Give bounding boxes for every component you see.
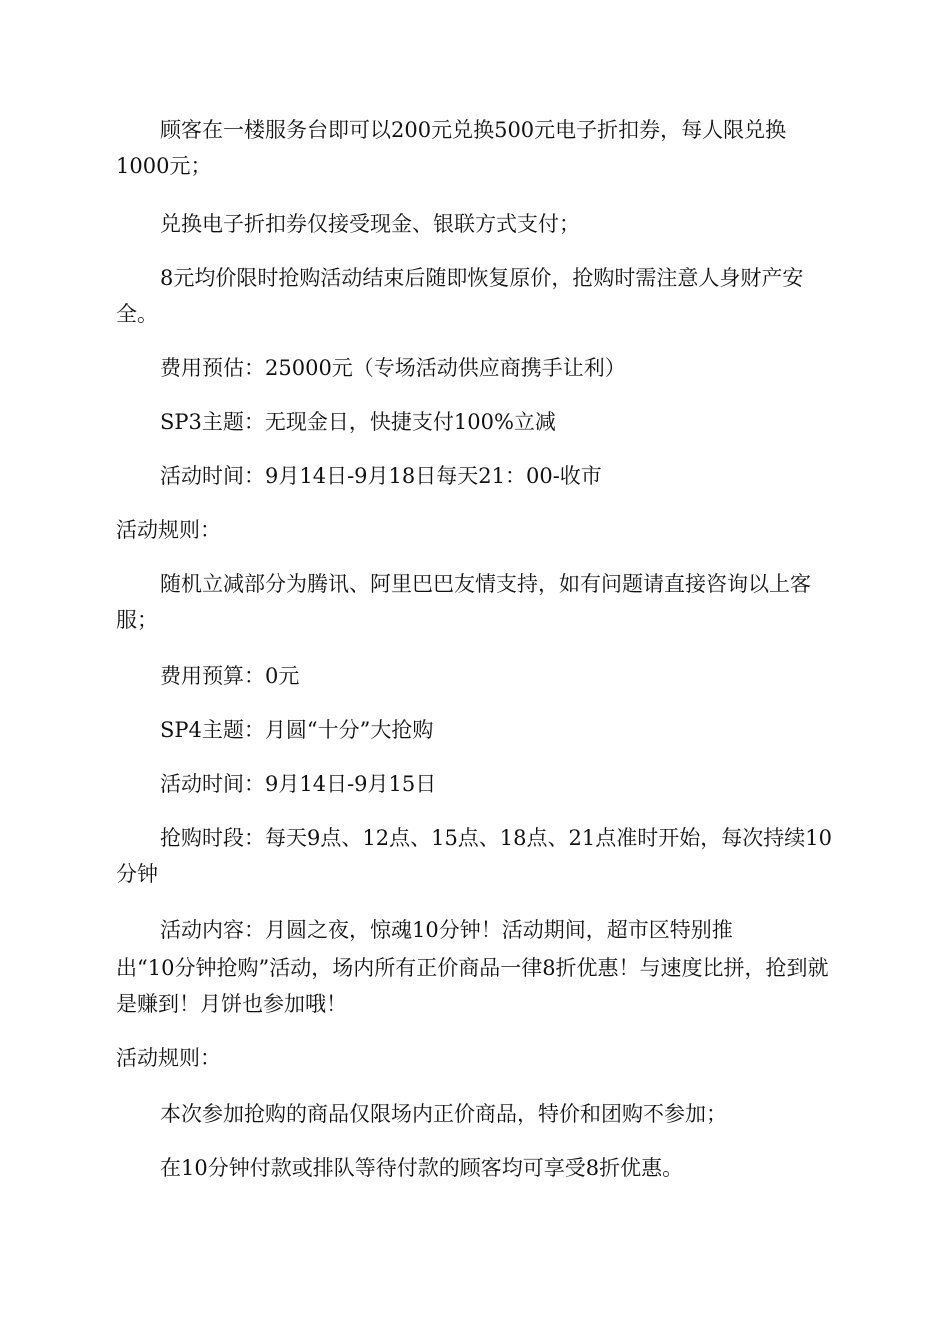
paragraph-coupon-exchange: 顾客在一楼服务台即可以200元兑换500元电子折扣券，每人限兑换1000元； (116, 118, 787, 178)
paragraph-activity-content-continued: 出“10分钟抢购”活动，场内所有正价商品一律8折优惠！与速度比拼，抢到就是赚到！月饼也参加哦！ (116, 956, 829, 1016)
paragraph-rules-heading-1: 活动规则： (116, 518, 221, 542)
paragraph-sp4-theme: SP4主题：月圆“十分”大抢购 (160, 718, 434, 742)
paragraph-flash-periods: 抢购时段：每天9点、12点、15点、18点、21点准时开始，每次持续10分钟 (116, 826, 832, 886)
paragraph-activity-content: 活动内容：月圆之夜，惊魂10分钟！活动期间，超市区特别推 (160, 918, 733, 942)
paragraph-cost-estimate: 费用预估：25000元（专场活动供应商携手让利） (160, 356, 626, 380)
paragraph-rules-heading-2: 活动规则： (116, 1046, 221, 1070)
paragraph-sp4-time: 活动时间：9月14日-9月15日 (160, 772, 437, 796)
paragraph-cost-budget: 费用预算：0元 (160, 664, 300, 688)
paragraph-flash-sale-note: 8元均价限时抢购活动结束后随即恢复原价，抢购时需注意人身财产安全。 (116, 266, 804, 326)
paragraph-sp3-theme: SP3主题：无现金日，快捷支付100%立减 (160, 410, 556, 434)
paragraph-sp3-time: 活动时间：9月14日-9月18日每天21：00-收市 (160, 464, 602, 488)
paragraph-discount-eligibility: 在10分钟付款或排队等待付款的顾客均可享受8折优惠。 (160, 1156, 684, 1180)
paragraph-random-discount: 随机立减部分为腾讯、阿里巴巴友情支持，如有问题请直接咨询以上客服； (116, 572, 811, 632)
paragraph-payment-method: 兑换电子折扣券仅接受现金、银联方式支付； (160, 212, 580, 236)
paragraph-eligible-products: 本次参加抢购的商品仅限场内正价商品，特价和团购不参加； (160, 1102, 727, 1126)
